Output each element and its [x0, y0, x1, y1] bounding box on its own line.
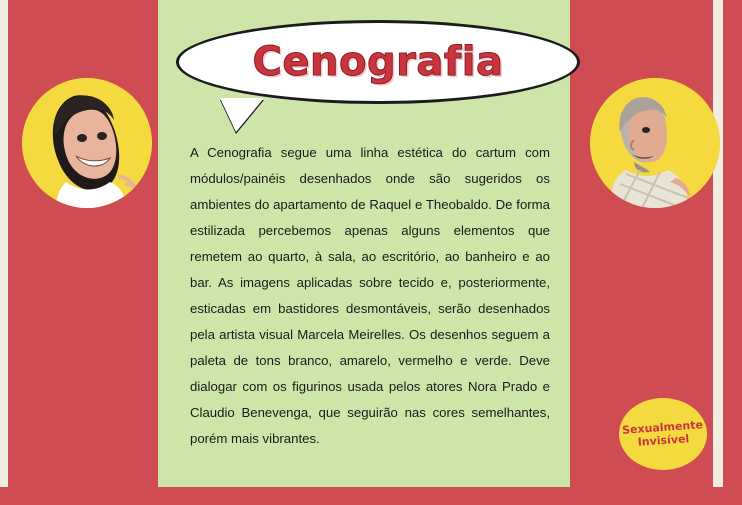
photo-right-actor: [590, 78, 720, 208]
photo-left-svg: [22, 78, 152, 208]
left-pale-stripe: [0, 0, 8, 505]
logo-line-1: Sexualmente: [621, 418, 704, 437]
right-red-stripe: [723, 0, 742, 505]
photo-left-actress: [22, 78, 152, 208]
photo-right-svg: [590, 78, 720, 208]
logo-line-2: Invisível: [637, 432, 690, 449]
bottom-red-band: [0, 487, 742, 505]
body-paragraph: A Cenografia segue uma linha estética do cartum com módulos/painéis desenhados onde são sugeridos os ambientes do apartamento de Raquel e Theobaldo. De forma estilizada percebemos apenas alguns elementos que remetem ao quarto, à sala, ao escritório, ao banheiro e ao bar. As imagens aplicadas sobre tecido e, posteriormente, esticadas em bastidores desmontáveis, serão desenhados pela artista visual Marcela Meirelles. Os desenhos seguem a paleta de tons branco, amarelo, vermelho e verde. Deve dialogar com os figurinos usada pelos atores Nora Prado e Claudio Benevenga, que seguirão nas cores semelhantes, porém mais vibrantes.: [190, 145, 550, 446]
logo-badge: [619, 398, 707, 470]
logo-text: [618, 418, 708, 450]
photo-right-illustration: [590, 78, 720, 208]
speech-bubble-tail: [220, 98, 264, 132]
right-pale-stripe: [713, 0, 723, 505]
photo-left-illustration: [22, 78, 152, 208]
speech-bubble: [176, 20, 580, 104]
page-title: Cenografia: [252, 39, 504, 85]
